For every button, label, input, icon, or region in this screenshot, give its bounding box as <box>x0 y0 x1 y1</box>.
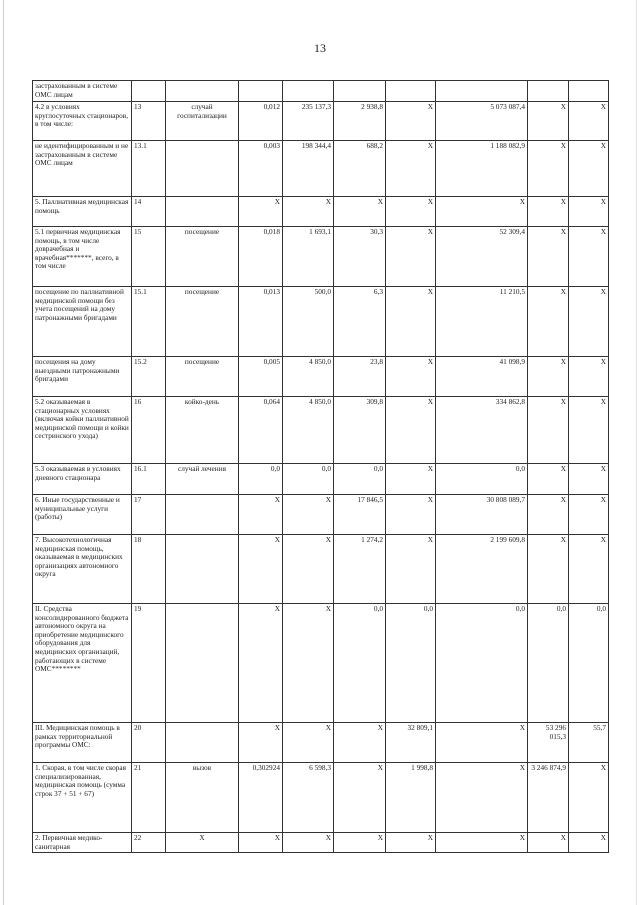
table-row <box>33 464 609 495</box>
value-cell-7 <box>569 81 609 102</box>
value-cell-2: X <box>283 604 334 723</box>
value-cell-7: X <box>569 102 609 141</box>
value-cell-3: 23,8 <box>334 357 386 397</box>
scan-edge-left <box>3 0 4 905</box>
value-cell-1: 0,302924 <box>239 763 283 833</box>
value-cell-6: X <box>528 495 569 535</box>
row-label: III. Медицинская помощь в рамках территориальной программы ОМС: <box>33 723 132 763</box>
value-cell-5: 0,0 <box>436 464 528 495</box>
value-cell-3: 0,0 <box>334 464 386 495</box>
value-cell-1: 0,018 <box>239 227 283 287</box>
table-row <box>33 227 609 287</box>
value-cell-7: X <box>569 227 609 287</box>
row-label: 2. Первичная медико-санитарная <box>33 833 132 853</box>
value-cell-2: 6 598,3 <box>283 763 334 833</box>
value-cell-3 <box>334 81 386 102</box>
value-cell-7: X <box>569 495 609 535</box>
value-cell-7: X <box>569 197 609 227</box>
row-label: 5.3 оказываемая в условиях дневного стационара <box>33 464 132 495</box>
table-row <box>33 397 609 464</box>
value-cell-7: X <box>569 141 609 197</box>
value-cell-2 <box>283 81 334 102</box>
scan-edge-right <box>636 0 637 905</box>
value-cell-6: X <box>528 287 569 357</box>
value-cell-4: X <box>386 197 436 227</box>
value-cell-5: 334 862,8 <box>436 397 528 464</box>
unit-cell <box>166 197 239 227</box>
value-cell-3: X <box>334 197 386 227</box>
value-cell-5: 0,0 <box>436 604 528 723</box>
value-cell-6: X <box>528 357 569 397</box>
value-cell-5: X <box>436 763 528 833</box>
row-code: 15 <box>132 227 166 287</box>
value-cell-4: X <box>386 464 436 495</box>
value-cell-1: 0,013 <box>239 287 283 357</box>
value-cell-2: X <box>283 197 334 227</box>
row-code: 21 <box>132 763 166 833</box>
value-cell-5: 1 188 082,9 <box>436 141 528 197</box>
value-cell-5: 41 098,9 <box>436 357 528 397</box>
value-cell-6: X <box>528 197 569 227</box>
value-cell-2: X <box>283 535 334 604</box>
unit-cell: случай госпитализации <box>166 102 239 141</box>
row-label: не идентифицированным и не застрахованным в системе ОМС лицам <box>33 141 132 197</box>
value-cell-3: 1 274,2 <box>334 535 386 604</box>
unit-cell <box>166 604 239 723</box>
unit-cell: посещение <box>166 287 239 357</box>
unit-cell <box>166 81 239 102</box>
row-label: 5.1 первичная медицинская помощь, в том числе доврачебная и врачебная*******, всего, в том числе <box>33 227 132 287</box>
value-cell-6: 3 246 874,9 <box>528 763 569 833</box>
row-code: 16 <box>132 397 166 464</box>
row-code: 13.1 <box>132 141 166 197</box>
value-cell-2: 235 137,3 <box>283 102 334 141</box>
value-cell-5: X <box>436 833 528 853</box>
table-row <box>33 535 609 604</box>
value-cell-7: X <box>569 357 609 397</box>
value-cell-6: X <box>528 833 569 853</box>
value-cell-1: X <box>239 535 283 604</box>
value-cell-3: 0,0 <box>334 604 386 723</box>
page-number: 13 <box>314 41 326 55</box>
value-cell-4: 32 809,1 <box>386 723 436 763</box>
value-cell-5: 11 210,5 <box>436 287 528 357</box>
value-cell-4: X <box>386 141 436 197</box>
value-cell-2: 4 850,0 <box>283 357 334 397</box>
program-financing-table <box>32 80 609 853</box>
value-cell-4: 0,0 <box>386 604 436 723</box>
value-cell-4: X <box>386 397 436 464</box>
value-cell-7: 55,7 <box>569 723 609 763</box>
value-cell-5: X <box>436 197 528 227</box>
unit-cell: посещение <box>166 357 239 397</box>
value-cell-1: 0,0 <box>239 464 283 495</box>
value-cell-7: 0,0 <box>569 604 609 723</box>
table-row <box>33 141 609 197</box>
row-code: 16.1 <box>132 464 166 495</box>
table-row <box>33 357 609 397</box>
value-cell-3: 6,3 <box>334 287 386 357</box>
value-cell-3: X <box>334 763 386 833</box>
value-cell-1: 0,003 <box>239 141 283 197</box>
row-code: 17 <box>132 495 166 535</box>
value-cell-2: 198 344,4 <box>283 141 334 197</box>
value-cell-1: X <box>239 604 283 723</box>
row-code: 15.1 <box>132 287 166 357</box>
value-cell-2: X <box>283 833 334 853</box>
value-cell-6: X <box>528 397 569 464</box>
value-cell-3: 309,8 <box>334 397 386 464</box>
value-cell-7: X <box>569 464 609 495</box>
value-cell-6: X <box>528 535 569 604</box>
unit-cell <box>166 495 239 535</box>
row-label: застрахованным в системе ОМС лицам <box>33 81 132 102</box>
unit-cell: X <box>166 833 239 853</box>
value-cell-6: X <box>528 227 569 287</box>
value-cell-7: X <box>569 763 609 833</box>
row-label: 4.2 в условиях круглосуточных стационаров, в том числе: <box>33 102 132 141</box>
table-row <box>33 763 609 833</box>
value-cell-2: 500,0 <box>283 287 334 357</box>
value-cell-3: X <box>334 833 386 853</box>
value-cell-1: X <box>239 197 283 227</box>
value-cell-6: 53 296 015,3 <box>528 723 569 763</box>
value-cell-2: 0,0 <box>283 464 334 495</box>
table-row <box>33 287 609 357</box>
value-cell-4: X <box>386 357 436 397</box>
value-cell-1: 0,005 <box>239 357 283 397</box>
row-code <box>132 81 166 102</box>
value-cell-3: 2 938,8 <box>334 102 386 141</box>
row-code: 14 <box>132 197 166 227</box>
row-label: 5. Паллиативная медицинская помощь <box>33 197 132 227</box>
row-label: посещение по паллиативной медицинской помощи без учета посещений на дому патронажными бригадами <box>33 287 132 357</box>
value-cell-7: X <box>569 287 609 357</box>
row-label: посещения на дому выездными патронажными бригадами <box>33 357 132 397</box>
value-cell-1: X <box>239 833 283 853</box>
value-cell-4: X <box>386 227 436 287</box>
value-cell-6 <box>528 81 569 102</box>
value-cell-1: X <box>239 495 283 535</box>
unit-cell: вызов <box>166 763 239 833</box>
row-code: 20 <box>132 723 166 763</box>
value-cell-1: X <box>239 723 283 763</box>
table-row <box>33 723 609 763</box>
value-cell-5: 52 309,4 <box>436 227 528 287</box>
row-code: 18 <box>132 535 166 604</box>
row-label: 1. Скорая, в том числе скорая специализированная, медицинская помощь (сумма строк 37 + 51 + 67) <box>33 763 132 833</box>
row-label: 5.2 оказываемая в стационарных условиях (включая койки паллиативной медицинской помощи и койки сестринского ухода) <box>33 397 132 464</box>
row-label: 6. Иные государственные и муниципальные услуги (работы) <box>33 495 132 535</box>
value-cell-3: X <box>334 723 386 763</box>
unit-cell: случай лечения <box>166 464 239 495</box>
row-code: 22 <box>132 833 166 853</box>
value-cell-2: X <box>283 723 334 763</box>
unit-cell: койко-день <box>166 397 239 464</box>
value-cell-7: X <box>569 535 609 604</box>
value-cell-5: X <box>436 723 528 763</box>
table-body <box>33 81 609 853</box>
row-code: 13 <box>132 102 166 141</box>
value-cell-1: 0,064 <box>239 397 283 464</box>
value-cell-5: 5 073 087,4 <box>436 102 528 141</box>
value-cell-5: 2 199 609,8 <box>436 535 528 604</box>
table-row <box>33 495 609 535</box>
row-label: 7. Высокотехнологичная медицинская помощь, оказываемая в медицинских организациях автономного округа <box>33 535 132 604</box>
value-cell-1 <box>239 81 283 102</box>
value-cell-5 <box>436 81 528 102</box>
value-cell-2: 1 693,1 <box>283 227 334 287</box>
value-cell-6: X <box>528 102 569 141</box>
value-cell-2: 4 850,0 <box>283 397 334 464</box>
value-cell-1: 0,012 <box>239 102 283 141</box>
table-row <box>33 833 609 853</box>
value-cell-3: 17 846,5 <box>334 495 386 535</box>
value-cell-7: X <box>569 397 609 464</box>
table-row <box>33 102 609 141</box>
table-row <box>33 604 609 723</box>
value-cell-6: X <box>528 141 569 197</box>
unit-cell <box>166 535 239 604</box>
row-code: 15.2 <box>132 357 166 397</box>
value-cell-6: 0,0 <box>528 604 569 723</box>
table-row <box>33 81 609 102</box>
value-cell-4: X <box>386 833 436 853</box>
value-cell-2: X <box>283 495 334 535</box>
value-cell-4: X <box>386 495 436 535</box>
unit-cell: посещение <box>166 227 239 287</box>
table-row <box>33 197 609 227</box>
value-cell-4: 1 998,8 <box>386 763 436 833</box>
row-label: II. Средства консолидированного бюджета автономного округа на приобретение медицинского оборудования для медицинских организаций, работающих в системе ОМС******** <box>33 604 132 723</box>
value-cell-4: X <box>386 535 436 604</box>
value-cell-4: X <box>386 287 436 357</box>
value-cell-4: X <box>386 102 436 141</box>
value-cell-3: 688,2 <box>334 141 386 197</box>
unit-cell <box>166 141 239 197</box>
value-cell-6: X <box>528 464 569 495</box>
value-cell-4 <box>386 81 436 102</box>
value-cell-7: X <box>569 833 609 853</box>
unit-cell <box>166 723 239 763</box>
row-code: 19 <box>132 604 166 723</box>
value-cell-3: 30,3 <box>334 227 386 287</box>
value-cell-5: 30 808 089,7 <box>436 495 528 535</box>
